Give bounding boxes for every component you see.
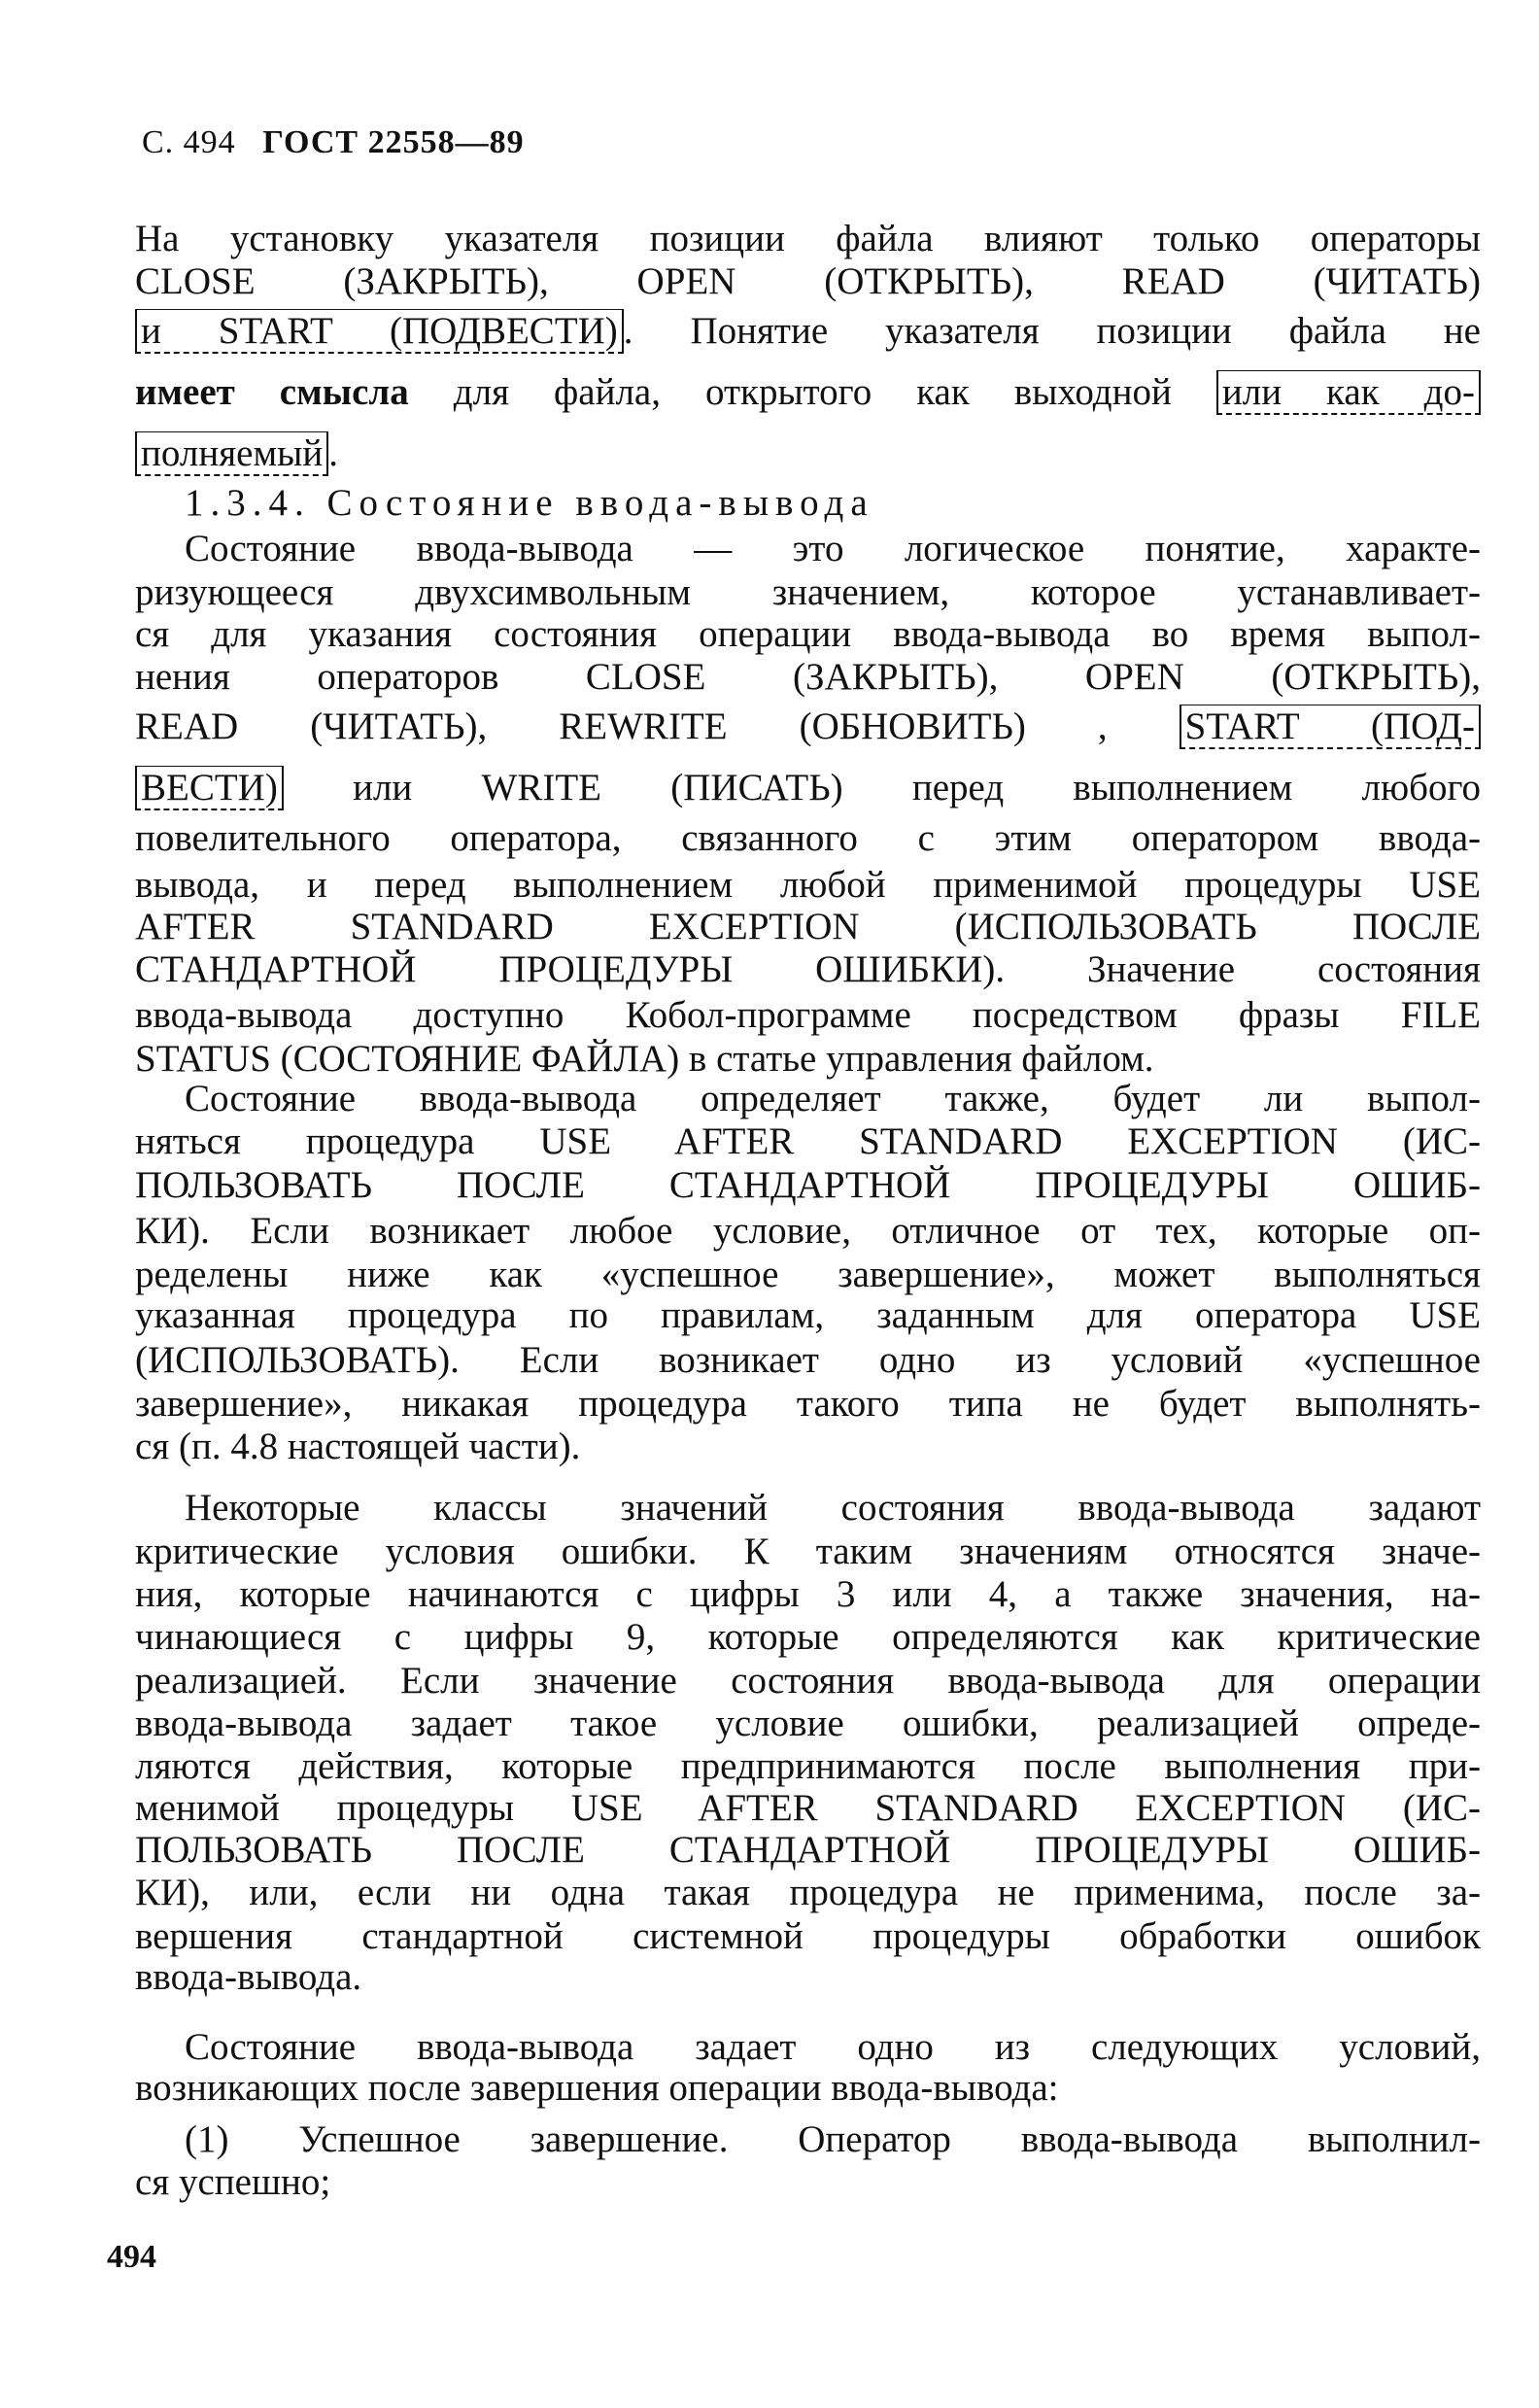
text-line bbox=[135, 1914, 1481, 1959]
text-fragment: Состояние ввода-вывода задает одно из следующих условий, bbox=[185, 2025, 1481, 2068]
standard-id: ГОСТ 22558—89 bbox=[262, 124, 525, 160]
boxed-text-fragment: и START (ПОДВЕСТИ) bbox=[135, 309, 624, 354]
text-fragment: критические условия ошибки. К таким значениям относятся значе- bbox=[135, 1530, 1481, 1572]
text-line bbox=[135, 863, 1481, 908]
text-fragment: КИ). Если возникает любое условие, отличное от тех, которые оп- bbox=[135, 1210, 1481, 1253]
text-fragment: нения операторов CLOSE (ЗАКРЫТЬ), OPEN (ОТКРЫТЬ), bbox=[135, 655, 1481, 698]
text-line bbox=[135, 1209, 1481, 1254]
page-prefix: С. 494 bbox=[142, 124, 236, 160]
text-line bbox=[135, 217, 1481, 261]
text-fragment: вывода, и перед выполнением любой применимой процедуры USE bbox=[135, 863, 1481, 906]
text-line bbox=[135, 993, 1481, 1038]
text-line bbox=[135, 947, 1481, 992]
text-fragment: Состояние ввода-вывода — это логическое понятие, характе- bbox=[185, 528, 1481, 570]
page-number: 494 bbox=[107, 2239, 156, 2275]
text-line bbox=[135, 1163, 1481, 1208]
text-fragment: повелительного оператора, связанного с этим оператором ввода- bbox=[135, 817, 1481, 860]
text-fragment: СТАНДАРТНОЙ ПРОЦЕДУРЫ ОШИБКИ). Значение состояния bbox=[135, 947, 1481, 990]
text-fragment: менимой процедуры USE AFTER STANDARD EXCEPTION (ИС- bbox=[135, 1787, 1481, 1830]
text-line bbox=[135, 370, 1481, 415]
page-header bbox=[142, 124, 525, 161]
text-fragment: ся успешно; bbox=[135, 2161, 331, 2204]
text-fragment: вершения стандартной системной процедуры обработки ошибок bbox=[135, 1914, 1481, 1957]
text-line bbox=[135, 1786, 1481, 1831]
text-line bbox=[135, 431, 1481, 476]
text-fragment: Состояние ввода-вывода определяет также, будет ли выпол- bbox=[185, 1077, 1481, 1119]
text-fragment: няться процедура USE AFTER STANDARD EXCEPTION (ИС- bbox=[135, 1120, 1481, 1163]
text-fragment: STATUS (СОСТОЯНИЕ ФАЙЛА) в статье управления файлом. bbox=[135, 1037, 1154, 1080]
text-line bbox=[135, 2066, 1481, 2111]
text-line bbox=[135, 1425, 1481, 1469]
text-fragment: указанная процедура по правилам, заданным для оператора USE bbox=[135, 1294, 1481, 1337]
text-fragment: ределены ниже как «успешное завершение», может выполняться bbox=[135, 1253, 1481, 1295]
text-fragment: завершение», никакая процедура такого типа не будет выполнять- bbox=[135, 1382, 1481, 1425]
text-fragment: имеет смысла bbox=[135, 370, 409, 413]
text-line bbox=[135, 1871, 1481, 1915]
text-fragment: (1) Успешное завершение. Оператор ввода-вывода выполнил- bbox=[185, 2117, 1481, 2160]
text-line bbox=[185, 1486, 1481, 1531]
text-line bbox=[135, 2160, 1481, 2205]
section-heading bbox=[185, 481, 1481, 526]
text-fragment: чинающиеся с цифры 9, которые определяются как критические bbox=[135, 1616, 1481, 1659]
text-fragment: AFTER STANDARD EXCEPTION (ИСПОЛЬЗОВАТЬ ПОСЛЕ bbox=[135, 905, 1481, 947]
text-line bbox=[135, 705, 1481, 749]
boxed-text-fragment: или как до- bbox=[1216, 370, 1481, 415]
text-line bbox=[135, 766, 1481, 810]
boxed-text-fragment: полняемый bbox=[135, 431, 328, 476]
text-fragment: ся для указания состояния операции ввода-вывода во время выпол- bbox=[135, 612, 1481, 655]
text-fragment: КИ), или, если ни одна такая процедура не применима, после за- bbox=[135, 1872, 1481, 1914]
text-line bbox=[135, 1955, 1481, 2000]
text-fragment: ввода-вывода задает такое условие ошибки, реализацией опреде- bbox=[135, 1703, 1481, 1745]
text-fragment: READ (ЧИТАТЬ), REWRITE (ОБНОВИТЬ) , bbox=[135, 705, 1180, 747]
text-fragment: ввода-вывода доступно Кобол-программе посредством фразы FILE bbox=[135, 994, 1481, 1037]
text-fragment: Некоторые классы значений состояния ввода-вывода задают bbox=[185, 1487, 1481, 1530]
text-line bbox=[185, 2025, 1481, 2070]
text-line bbox=[135, 905, 1481, 949]
text-line bbox=[135, 259, 1481, 304]
text-line bbox=[135, 1828, 1481, 1873]
text-line bbox=[135, 1037, 1481, 1082]
text-fragment: ПОЛЬЗОВАТЬ ПОСЛЕ СТАНДАРТНОЙ ПРОЦЕДУРЫ ОШИБ- bbox=[135, 1163, 1481, 1206]
text-line bbox=[135, 1530, 1481, 1574]
text-line bbox=[185, 2117, 1481, 2162]
text-fragment: ввода-вывода. bbox=[135, 1956, 362, 1999]
text-line bbox=[135, 1253, 1481, 1297]
text-line bbox=[135, 1702, 1481, 1746]
text-fragment: На установку указателя позиции файла влияют только операторы bbox=[135, 217, 1481, 259]
text-fragment: CLOSE (ЗАКРЫТЬ), OPEN (ОТКРЫТЬ), READ (ЧИТАТЬ) bbox=[135, 259, 1481, 302]
text-line bbox=[135, 309, 1481, 354]
text-fragment: (ИСПОЛЬЗОВАТЬ). Если возникает одно из условий «успешное bbox=[135, 1339, 1481, 1382]
text-fragment: 1.3.4. Состояние ввода-вывода bbox=[185, 481, 874, 524]
text-line bbox=[185, 1077, 1481, 1121]
text-fragment: ляются действия, которые предпринимаются после выполнения при- bbox=[135, 1745, 1481, 1788]
text-line bbox=[135, 1293, 1481, 1338]
text-line bbox=[135, 1659, 1481, 1703]
text-fragment: для файла, открытого как выходной bbox=[408, 370, 1216, 413]
text-line bbox=[135, 655, 1481, 700]
text-fragment: . Понятие указателя позиции файла не bbox=[623, 309, 1481, 352]
text-line bbox=[135, 1744, 1481, 1789]
text-fragment: ризующееся двухсимвольным значением, которое устанавливает- bbox=[135, 570, 1481, 613]
text-line bbox=[185, 527, 1481, 571]
text-line bbox=[135, 1338, 1481, 1383]
text-fragment: возникающих после завершения операции ввода-вывода: bbox=[135, 2067, 1059, 2110]
boxed-text-fragment: START (ПОД- bbox=[1180, 705, 1481, 749]
text-line bbox=[135, 1382, 1481, 1427]
boxed-text-fragment: ВЕСТИ) bbox=[135, 766, 284, 810]
text-line bbox=[135, 570, 1481, 615]
text-line bbox=[135, 612, 1481, 657]
text-line bbox=[135, 1572, 1481, 1617]
text-fragment: или WRITE (ПИСАТЬ) перед выполнением любого bbox=[283, 767, 1481, 808]
text-fragment: реализацией. Если значение состояния ввода-вывода для операции bbox=[135, 1659, 1481, 1702]
text-line bbox=[135, 1615, 1481, 1660]
text-line bbox=[135, 1119, 1481, 1164]
text-fragment: ния, которые начинаются с цифры 3 или 4, а также значения, на- bbox=[135, 1573, 1481, 1616]
text-fragment: ПОЛЬЗОВАТЬ ПОСЛЕ СТАНДАРТНОЙ ПРОЦЕДУРЫ ОШИБ- bbox=[135, 1828, 1481, 1871]
text-fragment: ся (п. 4.8 настоящей части). bbox=[135, 1425, 581, 1467]
text-fragment: . bbox=[328, 432, 338, 475]
text-line bbox=[135, 816, 1481, 861]
